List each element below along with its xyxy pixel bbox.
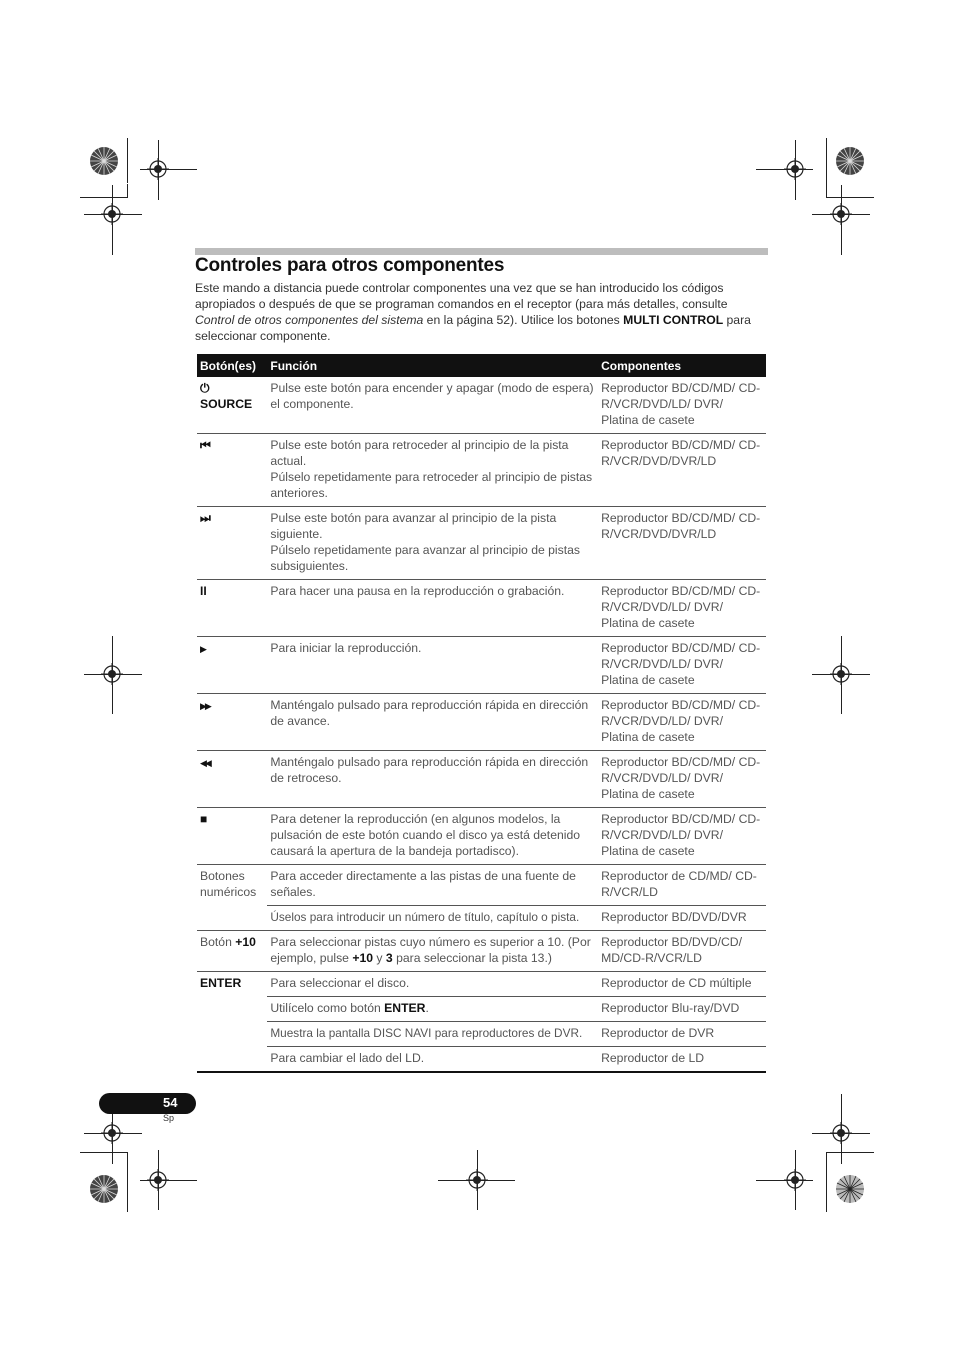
function-text: Para seleccionar pistas cuyo número es superior a 10. (Por ejemplo, pulse (270, 935, 591, 965)
star-target-icon (89, 146, 119, 176)
table-row (197, 931, 766, 972)
components-cell: Reproductor de LD (598, 1047, 766, 1073)
table-row (197, 906, 766, 931)
play-icon: ▶ (200, 644, 207, 654)
button-label: SOURCE (200, 397, 253, 411)
section-bar (195, 248, 768, 255)
button-cell (197, 751, 267, 808)
table-row (197, 1022, 766, 1047)
button-cell (197, 808, 267, 865)
registration-target-icon (101, 203, 123, 225)
table-row (197, 694, 766, 751)
table-row (197, 972, 766, 997)
components-cell: Reproductor de CD múltiple (598, 972, 766, 997)
function-cell: Para cambiar el lado del LD. (267, 1047, 598, 1073)
button-cell (197, 377, 267, 434)
intro-text: para seleccionar componente. (195, 313, 751, 343)
registration-target-icon (101, 663, 123, 685)
table-row (197, 751, 766, 808)
function-cell: Para acceder directamente a las pistas de una fuente de señales. (267, 865, 598, 906)
registration-target-icon (830, 663, 852, 685)
language-code: Sp (163, 1113, 175, 1123)
fast-forward-icon: ▶▶ (200, 701, 210, 711)
header-function: Función (267, 354, 598, 377)
registration-target-icon (101, 1122, 123, 1144)
table-row (197, 808, 766, 865)
function-text: . (425, 1001, 429, 1015)
registration-target-icon (784, 158, 806, 180)
table-row (197, 865, 766, 906)
function-button-name: ENTER (384, 1001, 426, 1015)
star-target-icon (835, 1174, 865, 1204)
registration-target-icon (466, 1169, 488, 1191)
table-row (197, 507, 766, 580)
intro-text: en la página 52). Utilice los botones (423, 313, 624, 327)
star-target-icon (89, 1174, 119, 1204)
components-cell: Reproductor de CD/MD/ CD-R/VCR/LD (598, 865, 766, 906)
components-cell: Reproductor BD/CD/MD/ CD-R/VCR/DVD/LD/ DVR/ Platina de casete (598, 694, 766, 751)
components-cell: Reproductor BD/CD/MD/ CD-R/VCR/DVD/LD/ DVR/ Platina de casete (598, 580, 766, 637)
registration-target-icon (830, 1122, 852, 1144)
button-cell (197, 637, 267, 694)
registration-target-icon (147, 1169, 169, 1191)
table-header-row (197, 354, 766, 377)
button-cell (197, 507, 267, 580)
header-button: Botón(es) (197, 354, 267, 377)
function-cell: Úselos para introducir un número de título, capítulo o pista. (267, 906, 598, 931)
registration-target-icon (830, 203, 852, 225)
pause-icon: II (200, 584, 207, 598)
components-cell: Reproductor BD/CD/MD/ CD-R/VCR/DVD/LD/ DVR/ Platina de casete (598, 808, 766, 865)
function-text: y (373, 951, 386, 965)
function-button-name: +10 (352, 951, 374, 965)
header-components: Componentes (598, 354, 766, 377)
function-text: para seleccionar la pista 13.) (392, 951, 552, 965)
star-target-icon (835, 146, 865, 176)
function-cell: Pulse este botón para encender y apagar (modo de espera) el componente. (267, 377, 598, 434)
previous-track-icon: ⏮ (200, 438, 211, 452)
button-cell (197, 931, 267, 972)
registration-target-icon (784, 1169, 806, 1191)
stop-icon: ■ (200, 812, 208, 826)
controls-table (197, 354, 766, 1073)
intro-button-name: MULTI CONTROL (623, 313, 724, 327)
components-cell: Reproductor BD/CD/MD/ CD-R/VCR/DVD/LD/ DVR/ Platina de casete (598, 377, 766, 434)
registration-target-icon (147, 158, 169, 180)
components-cell: Reproductor Blu-ray/DVD (598, 997, 766, 1022)
function-cell: Pulse este botón para retroceder al principio de la pista actual. Púlselo repetidamente para retroceder al principio de pistas anteriores. (267, 434, 598, 507)
next-track-icon: ⏭ (200, 511, 211, 525)
button-label: +10 (235, 935, 256, 949)
components-cell: Reproductor BD/CD/MD/ CD-R/VCR/DVD/LD/ DVR/ Platina de casete (598, 637, 766, 694)
button-cell (197, 434, 267, 507)
components-cell: Reproductor BD/CD/MD/ CD-R/VCR/DVD/LD/ DVR/ Platina de casete (598, 751, 766, 808)
components-cell: Reproductor BD/CD/MD/ CD-R/VCR/DVD/DVR/LD (598, 507, 766, 580)
button-cell (197, 694, 267, 751)
function-cell: Manténgalo pulsado para reproducción rápida en dirección de avance. (267, 694, 598, 751)
function-cell: Para seleccionar el disco. (267, 972, 598, 997)
page-number-badge (99, 1093, 196, 1114)
page-number: 54 (163, 1095, 178, 1110)
power-icon: ⏻ (200, 381, 210, 395)
button-label: Botón (200, 935, 236, 949)
function-cell: Para detener la reproducción (en algunos modelos, la pulsación de este botón cuando el disco ya está detenido causará la apertura de la bandeja portadisco). (267, 808, 598, 865)
function-text: Utilícelo como botón (270, 1001, 385, 1015)
function-cell: Manténgalo pulsado para reproducción rápida en dirección de retroceso. (267, 751, 598, 808)
button-cell: Botones numéricos (197, 865, 267, 931)
table-row (197, 580, 766, 637)
function-cell: Para iniciar la reproducción. (267, 637, 598, 694)
function-cell: Muestra la pantalla DISC NAVI para reproductores de DVR. (267, 1022, 598, 1047)
rewind-icon: ◀◀ (200, 758, 210, 768)
section-title: Controles para otros componentes (195, 255, 505, 276)
table-row (197, 1047, 766, 1073)
function-button-name: 3 (385, 951, 393, 965)
components-cell: Reproductor de DVR (598, 1022, 766, 1047)
function-cell (267, 997, 598, 1022)
button-cell: ENTER (197, 972, 267, 1073)
table-row (197, 997, 766, 1022)
intro-text: Este mando a distancia puede controlar componentes una vez que se han introducido los códigos apropiados o después de que se programan comandos en el receptor (para más detalles, consulte (195, 281, 728, 311)
components-cell: Reproductor BD/DVD/CD/ MD/CD-R/VCR/LD (598, 931, 766, 972)
table-row (197, 637, 766, 694)
button-cell (197, 580, 267, 637)
function-cell (267, 931, 598, 972)
components-cell: Reproductor BD/CD/MD/ CD-R/VCR/DVD/DVR/LD (598, 434, 766, 507)
table-row (197, 434, 766, 507)
components-cell: Reproductor BD/DVD/DVR (598, 906, 766, 931)
intro-paragraph (195, 280, 770, 344)
function-cell: Pulse este botón para avanzar al principio de la pista siguiente. Púlselo repetidamente para avanzar al principio de pistas subsiguientes. (267, 507, 598, 580)
table-row (197, 377, 766, 434)
intro-reference: Control de otros componentes del sistema (195, 313, 424, 327)
function-cell: Para hacer una pausa en la reproducción o grabación. (267, 580, 598, 637)
